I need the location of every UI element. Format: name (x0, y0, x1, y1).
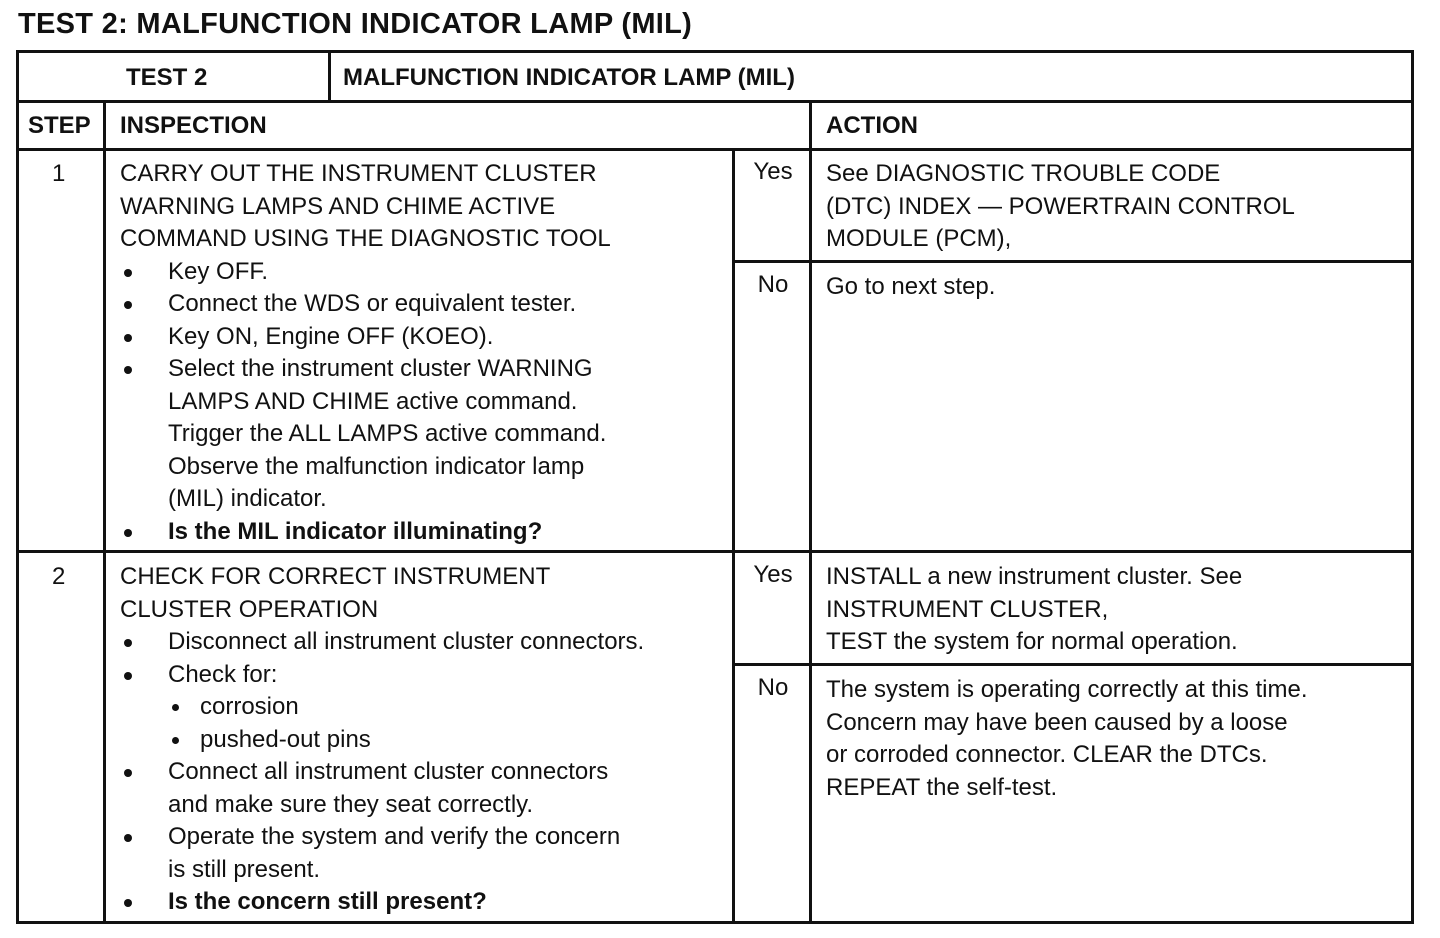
list-item: Disconnect all instrument cluster connectors. (120, 626, 644, 659)
divider (16, 100, 1414, 103)
action-line: REPEAT the self-test. (826, 773, 1058, 801)
action-line: See DIAGNOSTIC TROUBLE CODE (826, 160, 1221, 187)
list-item: Key ON, Engine OFF (KOEO). (120, 321, 611, 354)
divider (732, 148, 735, 924)
list-item (120, 756, 644, 821)
list-item: Key OFF. (120, 256, 611, 289)
sub-list-item: pushed-out pins (168, 724, 644, 757)
list-item-line: Operate the system and verify the concern (168, 823, 621, 850)
action-line: Concern may have been caused by a loose (826, 708, 1288, 736)
step-question: Is the concern still present? (120, 886, 644, 919)
sub-list (168, 691, 644, 756)
step-question: Is the MIL indicator illuminating? (120, 516, 611, 549)
divider (16, 148, 1414, 151)
yes-label: Yes (753, 158, 793, 185)
step-title-line: CARRY OUT THE INSTRUMENT CLUSTER (120, 160, 597, 187)
list-item-line: is still present. (168, 855, 321, 883)
step-number: 1 (52, 160, 66, 187)
list-item-line: Connect all instrument cluster connectors (168, 758, 609, 785)
no-action (826, 674, 1308, 804)
no-label: No (757, 271, 789, 298)
yes-action (826, 158, 1295, 256)
action-line: INSTALL a new instrument cluster. See (826, 563, 1243, 590)
list-item (120, 659, 644, 757)
page-title: TEST 2: MALFUNCTION INDICATOR LAMP (MIL) (18, 8, 693, 40)
divider (16, 550, 1414, 553)
inspection-list (120, 256, 611, 549)
list-item-line: LAMPS AND CHIME active command. (168, 387, 578, 415)
no-action (826, 271, 995, 304)
action-line: Go to next step. (826, 273, 996, 300)
list-item: Connect the WDS or equivalent tester. (120, 288, 611, 321)
list-item-line: (MIL) indicator. (168, 485, 327, 512)
inspection-list (120, 626, 644, 919)
action-line: INSTRUMENT CLUSTER, (826, 595, 1109, 623)
divider (734, 663, 1414, 666)
action-line: (DTC) INDEX — POWERTRAIN CONTROL (826, 192, 1295, 220)
header-step: STEP (28, 112, 91, 139)
action-line: or corroded connector. CLEAR the DTCs. (826, 741, 1268, 768)
list-item-line: Check for: (168, 660, 278, 688)
list-item-line: and make sure they seat correctly. (168, 790, 534, 818)
list-item-line: Trigger the ALL LAMPS active command. (168, 420, 607, 447)
list-item (120, 821, 644, 886)
header-inspection: INSPECTION (120, 112, 267, 139)
action-line: TEST the system for normal operation. (826, 628, 1238, 655)
test-name: MALFUNCTION INDICATOR LAMP (MIL) (343, 64, 795, 91)
step-inspection (120, 561, 644, 919)
list-item-line: Observe the malfunction indicator lamp (168, 452, 585, 480)
divider (103, 100, 106, 924)
step-number: 2 (52, 563, 66, 590)
step-title-line: CLUSTER OPERATION (120, 595, 379, 623)
action-line: MODULE (PCM), (826, 225, 1012, 252)
step-inspection (120, 158, 611, 548)
step-title-line: CHECK FOR CORRECT INSTRUMENT (120, 563, 551, 590)
step-title-line: WARNING LAMPS AND CHIME ACTIVE (120, 192, 556, 220)
step-title-line: COMMAND USING THE DIAGNOSTIC TOOL (120, 225, 611, 252)
divider (809, 100, 812, 924)
yes-action (826, 561, 1242, 659)
list-item (120, 353, 611, 516)
divider (734, 260, 1414, 263)
action-line: The system is operating correctly at this time. (826, 676, 1308, 703)
header-action: ACTION (826, 112, 918, 139)
yes-label: Yes (753, 561, 793, 588)
test-label: TEST 2 (126, 64, 208, 91)
sub-list-item: corrosion (168, 691, 644, 724)
list-item-line: Select the instrument cluster WARNING (168, 355, 593, 382)
divider (328, 50, 331, 102)
no-label: No (757, 674, 789, 701)
